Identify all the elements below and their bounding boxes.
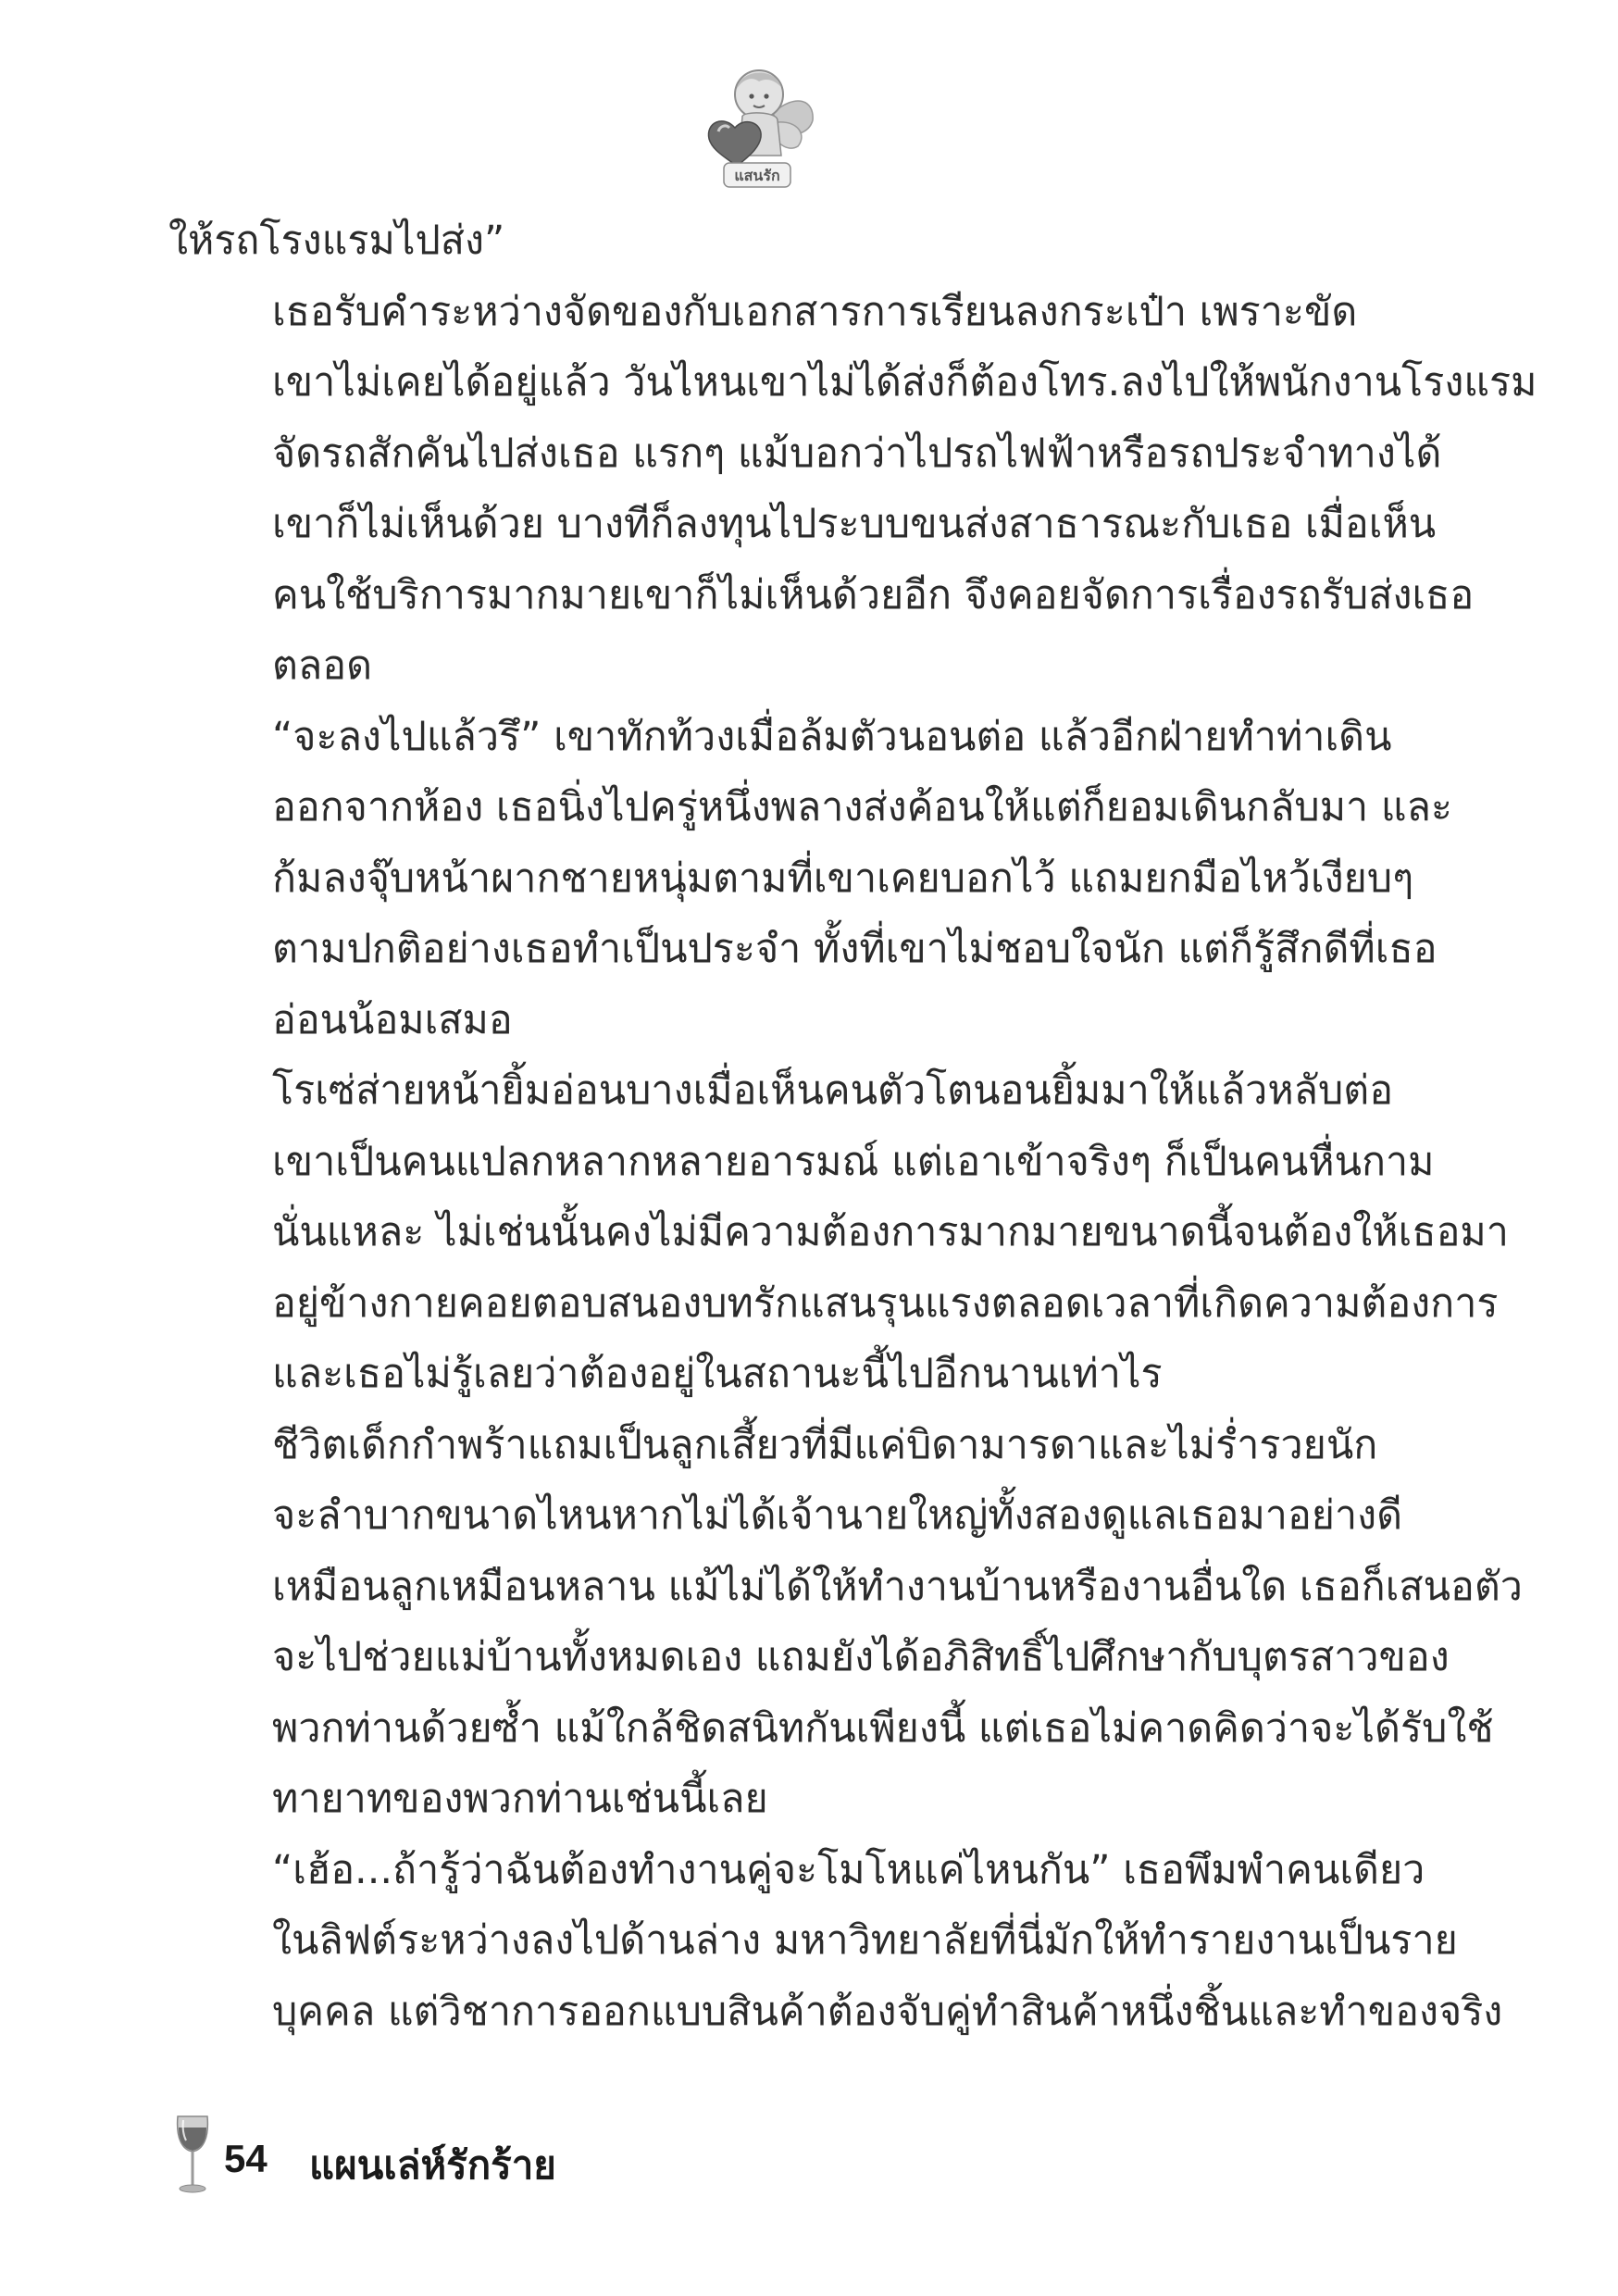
text-line: คนใช้บริการมากมายเขาก็ไม่เห็นด้วยอีก จึงคอยจัดการเรื่องรถรับส่งเธอ xyxy=(272,571,1475,618)
text-line: ตามปกติอย่างเธอทำเป็นประจำ ทั้งที่เขาไม่ชอบใจนัก แต่ก็รู้สึกดีที่เธอ xyxy=(272,926,1438,972)
wine-glass-icon xyxy=(172,2113,213,2196)
text-line: ก้มลงจุ๊บหน้าผากชายหนุ่มตามที่เขาเคยบอกไว้ แถมยกมือไหว้เงียบๆ xyxy=(272,855,1414,902)
text-line: เธอรับคำระหว่างจัดของกับเอกสารการเรียนลงกระเป๋า เพราะขัด xyxy=(272,288,1358,335)
text-line: เขาเป็นคนแปลกหลากหลายอารมณ์ แต่เอาเข้าจริงๆ ก็เป็นคนหื่นกาม xyxy=(272,1138,1435,1185)
text-line: ให้รถโรงแรมไปส่ง” xyxy=(168,218,505,264)
text-line: โรเซ่ส่ายหน้ายิ้มอ่อนบางเมื่อเห็นคนตัวโตนอนยิ้มมาให้แล้วหลับต่อ xyxy=(272,1067,1394,1114)
paragraph xyxy=(168,1410,1523,1835)
paragraph xyxy=(168,206,1353,277)
text-line: ในลิฟต์ระหว่างลงไปด้านล่าง มหาวิทยาลัยที่นี่มักให้ทำรายงานเป็นราย xyxy=(272,1917,1458,1964)
text-line: นั่นแหละ ไม่เช่นนั้นคงไม่มีความต้องการมากมายขนาดนี้จนต้องให้เธอมา xyxy=(272,1209,1509,1255)
page-number: 54 xyxy=(224,2137,268,2180)
paragraph xyxy=(168,277,1537,702)
text-line: และเธอไม่รู้เลยว่าต้องอยู่ในสถานะนี้ไปอีกนานเท่าไร xyxy=(272,1351,1163,1397)
paragraph xyxy=(168,1055,1509,1410)
body-text xyxy=(168,206,1537,2047)
text-line: ทายาทของพวกท่านเช่นนี้เลย xyxy=(272,1776,768,1822)
text-line: ชีวิตเด็กกำพร้าแถมเป็นลูกเสี้ยวที่มีแค่บิดามารดาและไม่ร่ำรวยนัก xyxy=(272,1421,1378,1468)
text-line: เขาก็ไม่เห็นด้วย บางทีก็ลงทุนไประบบขนส่งสาธารณะกับเธอ เมื่อเห็น xyxy=(272,501,1437,547)
text-line: จัดรถสักคันไปส่งเธอ แรกๆ แม้บอกว่าไปรถไฟฟ้าหรือรถประจำทางได้ xyxy=(272,430,1442,477)
text-line: พวกท่านด้วยซ้ำ แม้ใกล้ชิดสนิทกันเพียงนี้ แต่เธอไม่คาดคิดว่าจะได้รับใช้ xyxy=(272,1704,1494,1752)
text-line: บุคคล แต่วิชาการออกแบบสินค้าต้องจับคู่ทำสินค้าหนึ่งชิ้นและทำของจริง xyxy=(272,1988,1503,2035)
paragraph xyxy=(168,702,1453,1056)
text-line: “เฮ้อ...ถ้ารู้ว่าฉันต้องทำงานคู่จะโมโหแค่ไหนกัน” เธอพึมพำคนเดียว xyxy=(272,1846,1425,1893)
text-line: จะไปช่วยแม่บ้านทั้งหมดเอง แถมยังได้อภิสิทธิ์ไปศึกษากับบุตรสาวของ xyxy=(272,1634,1450,1680)
text-line: อ่อนน้อมเสมอ xyxy=(272,996,513,1043)
cupid-heart-logo xyxy=(685,56,824,194)
text-line: “จะลงไปแล้วรึ” เขาทักท้วงเมื่อล้มตัวนอนต่อ แล้วอีกฝ่ายทำท่าเดิน xyxy=(272,713,1392,760)
text-line: ออกจากห้อง เธอนิ่งไปครู่หนึ่งพลางส่งค้อนให้แต่ก็ยอมเดินกลับมา และ xyxy=(272,784,1453,830)
logo-text: แสนรัก xyxy=(734,167,780,184)
text-line: เหมือนลูกเหมือนหลาน แม้ไม่ได้ให้ทำงานบ้านหรืองานอื่นใด เธอก็เสนอตัว xyxy=(272,1563,1523,1610)
text-line: เขาไม่เคยได้อยู่แล้ว วันไหนเขาไม่ได้ส่งก็ต้องโทร.ลงไปให้พนักงานโรงแรม xyxy=(272,359,1537,406)
text-line: ตลอด xyxy=(272,643,373,689)
text-line: จะลำบากขนาดไหนหากไม่ได้เจ้านายใหญ่ทั้งสองดูแลเธอมาอย่างดี xyxy=(272,1492,1403,1539)
paragraph xyxy=(168,1835,1503,2048)
book-title: แผนเล่ห์รักร้าย xyxy=(309,2142,556,2188)
text-line: อยู่ข้างกายคอยตอบสนองบทรักแสนรุนแรงตลอดเวลาที่เกิดความต้องการ xyxy=(272,1279,1499,1327)
